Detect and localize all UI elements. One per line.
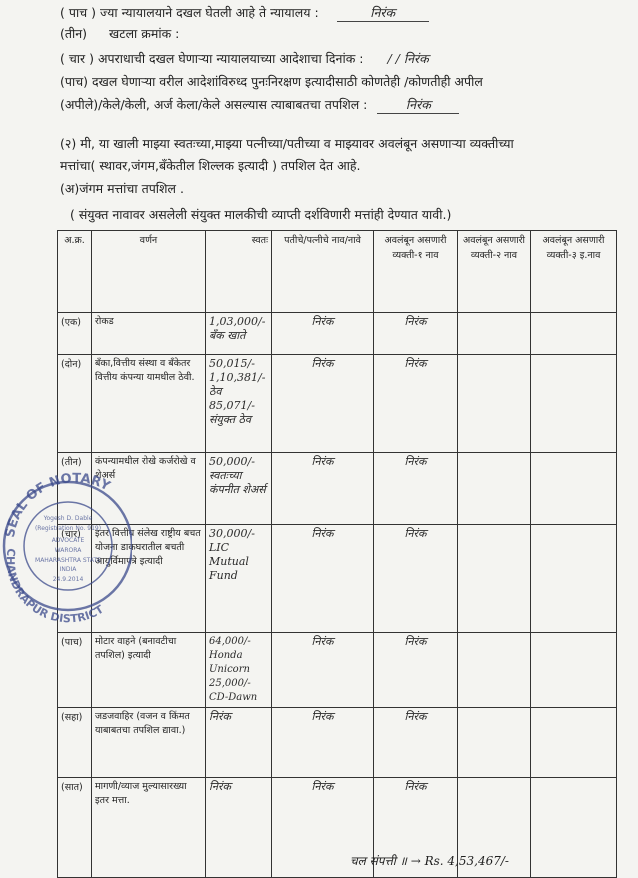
table-row: [58, 355, 617, 453]
row-description: बँका,वित्तीय संस्था व बँकेतर वित्तीय कंपन्या यामधील ठेवी.: [92, 355, 206, 453]
row-self: 30,000/- LIC Mutual Fund: [206, 525, 272, 633]
header-dependent-2: अवलंबून असणारी व्यक्ती-२ नाव: [458, 231, 531, 313]
row-serial: (दोन): [58, 355, 92, 453]
court-prefix: ( पाच ): [60, 5, 96, 20]
table-row: [58, 778, 617, 878]
row-spouse: निरंक: [272, 355, 374, 453]
seal-state: MAHARASHTRA STATE: [35, 557, 101, 564]
row-spouse: निरंक: [272, 453, 374, 525]
row-description: जडजवाहिर (वजन व किंमत याबाबतचा तपशिल द्यावा.): [92, 708, 206, 778]
row-serial: (तीन): [58, 453, 92, 525]
section2-heading: (अ)जंगम मत्तांचा तपशिल .: [60, 181, 184, 196]
row-dependent-3: [531, 453, 617, 525]
row-dependent-2: [458, 453, 531, 525]
seal-title: ADVOCATE: [51, 537, 85, 544]
order-date-value: / / निरंक: [387, 51, 429, 66]
row-dependent-2: [458, 355, 531, 453]
seal-name: Yogesh D. Dable: [43, 515, 93, 522]
row-dependent-3: [531, 633, 617, 708]
section2-note: ( संयुक्त नावावर असलेली संयुक्त मालकीची व्याप्ती दर्शविणारी मत्तांही देण्यात यावी.): [70, 207, 452, 222]
row-dependent-1: निरंक: [374, 355, 458, 453]
row-description: रोकड: [92, 313, 206, 355]
order-date-line: [60, 50, 429, 67]
table-row: [58, 525, 617, 633]
row-self: 1,03,000/- बँक खाते: [206, 313, 272, 355]
row-dependent-3: [531, 355, 617, 453]
header-dependent-1: अवलंबून असणारी व्यक्ती-१ नाव: [374, 231, 458, 313]
row-dependent-2: [458, 708, 531, 778]
header-description: वर्णन: [92, 231, 206, 313]
appeal-label: (अपीले)/केले/केली, अर्ज केला/केले असल्यास त्याबाबतचा तपशिल :: [60, 97, 368, 112]
row-dependent-3: [531, 525, 617, 633]
order-date-label: ( चार ) अपराधाची दखल घेणाऱ्या न्यायालयाच्या आदेशाचा दिनांक :: [60, 51, 364, 66]
row-dependent-1: निरंक: [374, 525, 458, 633]
appeal-value: निरंक: [377, 96, 459, 114]
table-row: [58, 453, 617, 525]
row-spouse: निरंक: [272, 778, 374, 878]
section2-para1: (२) मी, या खाली माझ्या स्वतःच्या,माझ्या पत्नीच्या/पतीच्या व माझ्यावर अवलंबून असणाऱ्या व्यक्तीच्या: [60, 136, 514, 151]
row-description: इतर वित्तीय संलेख राष्ट्रीय बचत योजना डाकघरातील बचती आयुर्विमापत्रे इत्यादी: [92, 525, 206, 633]
row-self: 64,000/- Honda Unicorn 25,000/- CD-Dawn: [206, 633, 272, 708]
case-prefix: (तीन): [60, 26, 88, 41]
header-serial: अ.क्र.: [58, 231, 92, 313]
notary-seal: [0, 438, 132, 638]
row-spouse: निरंक: [272, 708, 374, 778]
row-dependent-1: निरंक: [374, 313, 458, 355]
row-description: मागणी/व्याज मुल्यासारख्या इतर मत्ता.: [92, 778, 206, 878]
table-header-row: [58, 231, 617, 313]
appeal-line-1: (पाच) दखल घेणाऱ्या वरील आदेशांविरुध्द पुनःनिरक्षण इत्यादीसाठी कोणतेही /कोणतीही अपील: [60, 74, 483, 89]
row-serial: (चार): [58, 525, 92, 633]
row-dependent-1: निरंक: [374, 453, 458, 525]
row-dependent-2: [458, 313, 531, 355]
section2-para2: मत्तांचा( स्थावर,जंगम,बँकेतील शिल्लक इत्यादी ) तपशिल देत आहे.: [60, 158, 361, 173]
appeal-line-2: [60, 96, 459, 114]
row-serial: (पाच): [58, 633, 92, 708]
header-self: स्वतः: [206, 231, 272, 313]
row-description: कंपन्यामधील रोखे कर्जरोखे व शेअर्स: [92, 453, 206, 525]
row-self: 50,000/- स्वतःच्या कंपनीत शेअर्स: [206, 453, 272, 525]
court-value: निरंक: [337, 4, 429, 22]
row-self: निरंक: [206, 708, 272, 778]
row-spouse: निरंक: [272, 313, 374, 355]
seal-outer-path: SEAL OF NOTARY: [2, 471, 113, 539]
row-dependent-3: [531, 708, 617, 778]
seal-date: 24.9.2014: [52, 576, 84, 583]
header-spouse: पतीचे/पत्नीचे नाव/नावे: [272, 231, 374, 313]
row-dependent-2: [458, 633, 531, 708]
seal-place: WARORA: [54, 547, 82, 554]
row-serial: (एक): [58, 313, 92, 355]
court-line: [60, 4, 429, 22]
row-dependent-3: [531, 778, 617, 878]
row-dependent-1: निरंक: [374, 708, 458, 778]
row-spouse: निरंक: [272, 525, 374, 633]
row-self: 50,015/- 1,10,381/- ठेव 85,071/- संयुक्त ठेव: [206, 355, 272, 453]
total-movable-assets: चल संपत्ती ॥ → Rs. 4,53,467/-: [350, 854, 509, 868]
case-number-line: [60, 25, 179, 42]
row-dependent-1: निरंक: [374, 778, 458, 878]
header-dependent-3: अवलंबून असणारी व्यक्ती-३ इ.नाव: [531, 231, 617, 313]
court-label: ज्या न्यायालयाने दखल घेतली आहे ते न्यायालय :: [99, 5, 319, 20]
row-spouse: निरंक: [272, 633, 374, 708]
row-dependent-3: [531, 313, 617, 355]
row-dependent-1: निरंक: [374, 633, 458, 708]
seal-district-path: CHANDRAPUR DISTRICT: [3, 547, 106, 626]
row-self: निरंक: [206, 778, 272, 878]
row-serial: (सहा): [58, 708, 92, 778]
seal-reg: (Registration No. 919): [34, 525, 102, 532]
row-description: मोटार वाहने (बनावटीचा तपशिल) इत्यादी: [92, 633, 206, 708]
table-row: [58, 708, 617, 778]
table-row: [58, 633, 617, 708]
row-dependent-2: [458, 525, 531, 633]
case-label: खटला क्रमांक :: [109, 26, 180, 41]
row-serial: (सात): [58, 778, 92, 878]
seal-country: INDIA: [59, 566, 77, 573]
table-row: [58, 313, 617, 355]
